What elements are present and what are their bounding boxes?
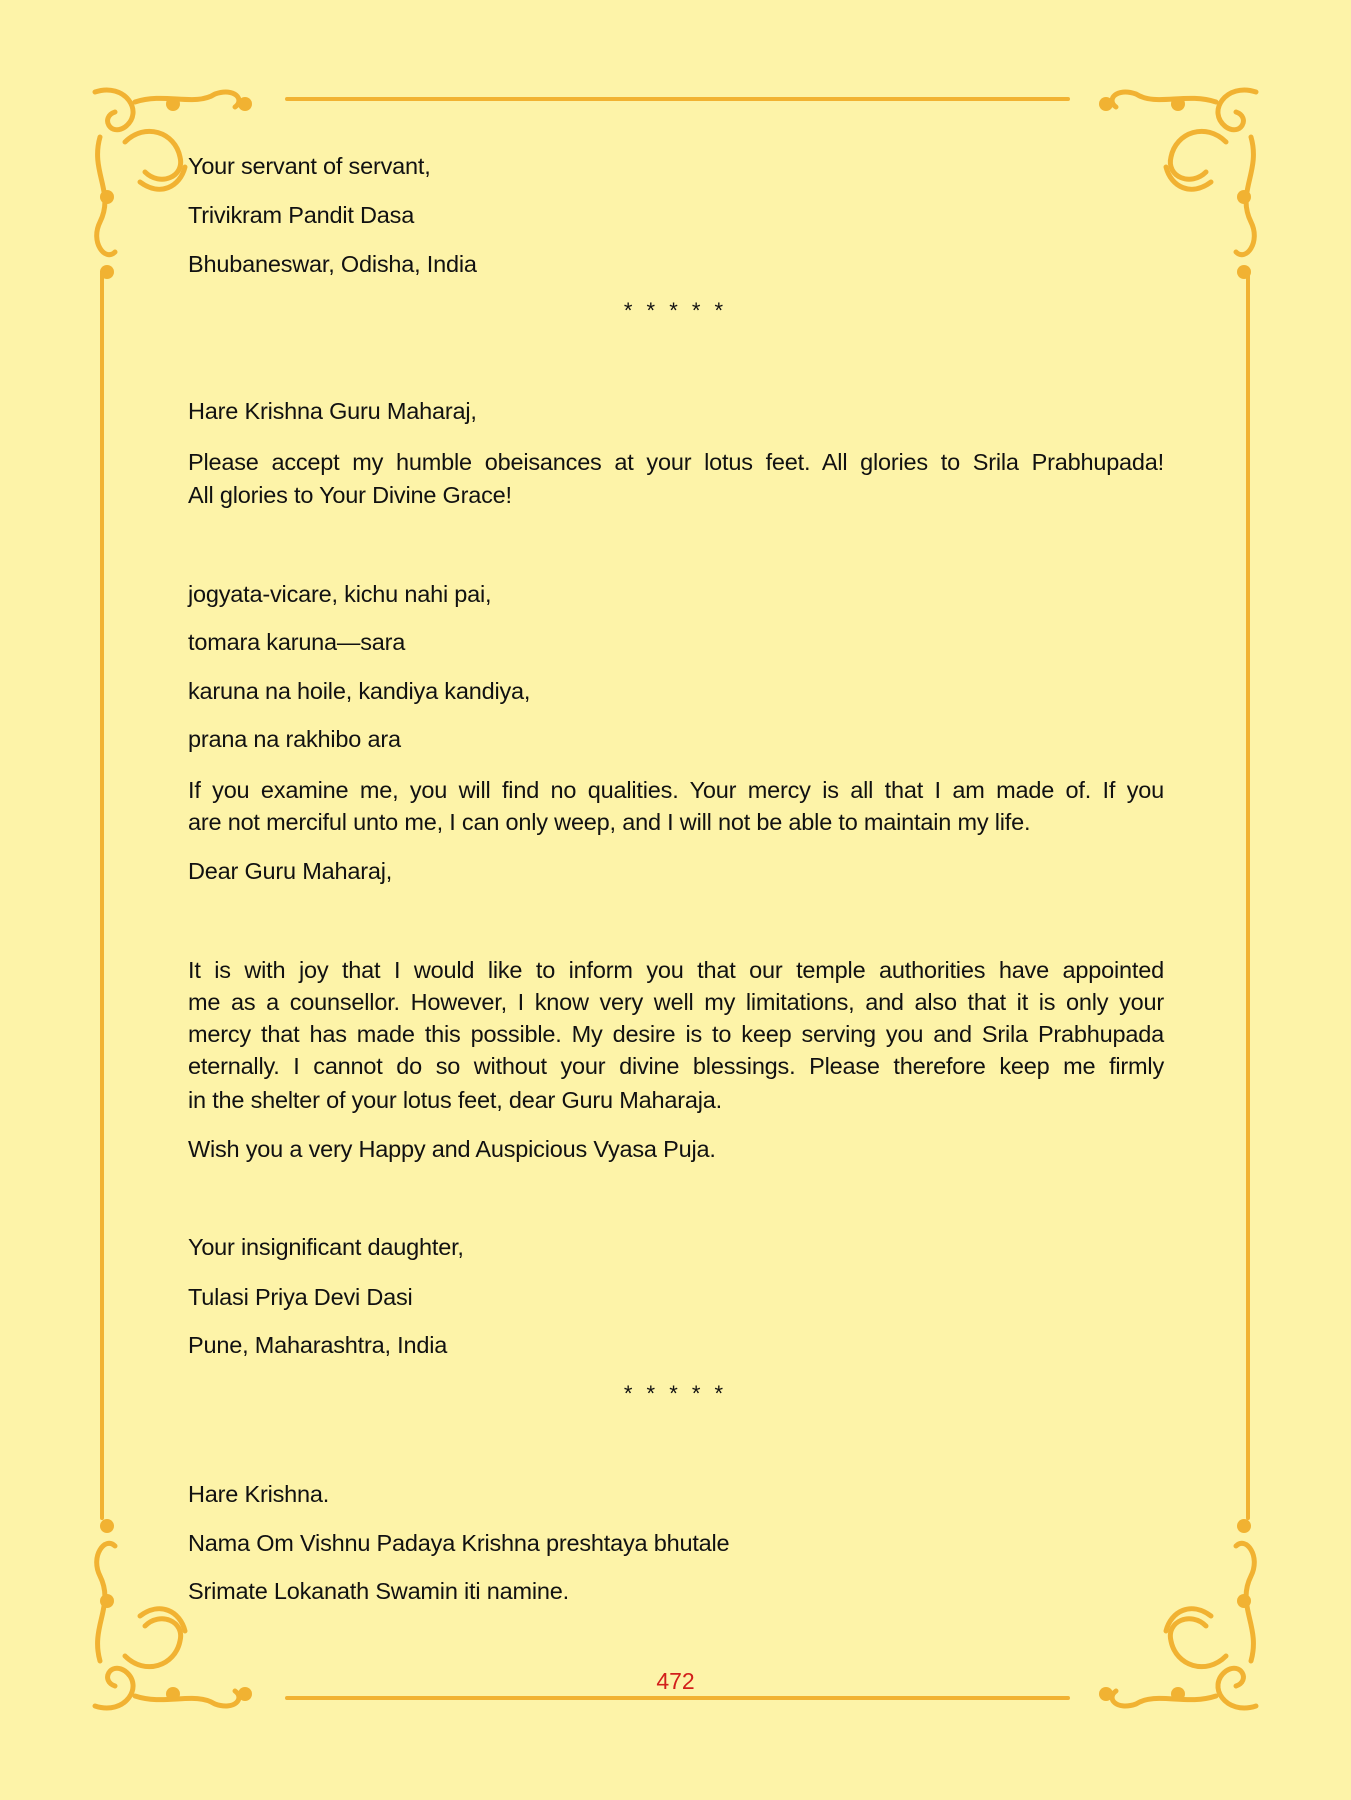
prayer-line: Srimate Lokanath Swamin iti namine.: [188, 1578, 569, 1604]
greeting: Hare Krishna Guru Maharaj,: [188, 398, 477, 424]
body-line: eternally. I cannot do so without your divine blessings. Please therefore keep me firmly: [188, 1053, 1164, 1079]
verse-line: jogyata-vicare, kichu nahi pai,: [188, 581, 492, 607]
right-border-line: [1246, 270, 1250, 1520]
intro-line: Please accept my humble obeisances at your lotus feet. All glories to Srila Prabhupada!: [188, 449, 1164, 475]
body-line: in the shelter of your lotus feet, dear Guru Maharaja.: [188, 1087, 722, 1113]
closing-salutation: Your servant of servant,: [188, 153, 431, 179]
section-separator: * * * * *: [623, 298, 728, 323]
signature-name: Trivikram Pandit Dasa: [188, 202, 415, 228]
prayer-line: Nama Om Vishnu Padaya Krishna preshtaya bhutale: [188, 1530, 730, 1556]
wish-line: Wish you a very Happy and Auspicious Vyasa Puja.: [188, 1136, 716, 1162]
page-number: 472: [656, 1668, 695, 1694]
translation-line: If you examine me, you will find no qualities. Your mercy is all that I am made of. If you: [188, 777, 1164, 803]
left-border-line: [100, 270, 104, 1520]
section-separator: * * * * *: [623, 1381, 728, 1406]
intro-line: All glories to Your Divine Grace!: [188, 482, 512, 508]
body-line: mercy that has made this possible. My desire is to keep serving you and Srila Prabhupada: [188, 1021, 1164, 1047]
signature-location: Bhubaneswar, Odisha, India: [188, 251, 477, 277]
signature-name: Tulasi Priya Devi Dasi: [188, 1284, 413, 1310]
verse-line: tomara karuna—sara: [188, 629, 406, 655]
verse-line: prana na rakhibo ara: [188, 726, 401, 752]
body-line: It is with joy that I would like to inform you that our temple authorities have appointed: [188, 957, 1164, 983]
signature-location: Pune, Maharashtra, India: [188, 1332, 448, 1358]
greeting: Hare Krishna.: [188, 1481, 330, 1507]
address: Dear Guru Maharaj,: [188, 858, 393, 884]
closing-salutation: Your insignificant daughter,: [188, 1234, 464, 1260]
translation-line: are not merciful unto me, I can only weep, and I will not be able to maintain my life.: [188, 809, 1031, 835]
verse-line: karuna na hoile, kandiya kandiya,: [188, 678, 531, 704]
top-border-line: [285, 97, 1070, 101]
bottom-border-line: [285, 1696, 1070, 1700]
body-line: me as a counsellor. However, I know very well my limitations, and also that it is only your: [188, 989, 1164, 1015]
